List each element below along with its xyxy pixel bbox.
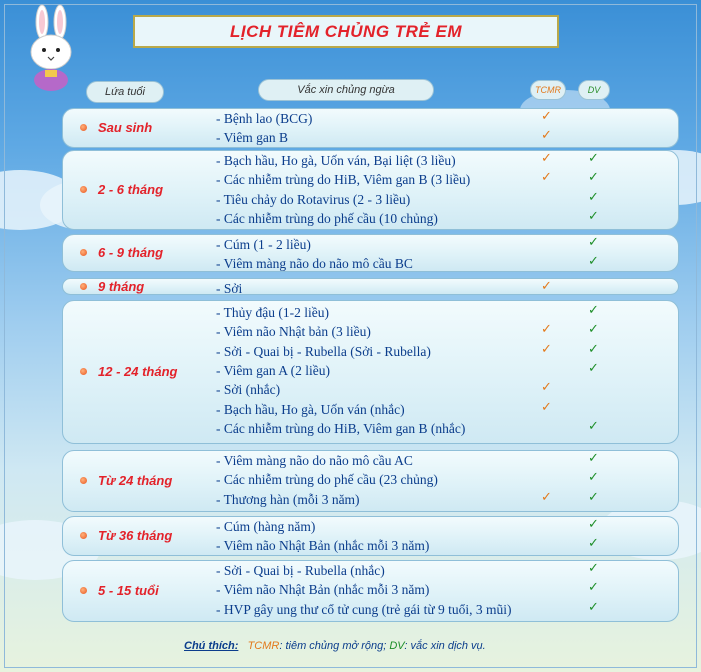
tcmr-check-mark-icon: ✓ bbox=[541, 322, 552, 338]
vaccine-item: - Viêm màng não do não mô cầu BC bbox=[216, 256, 413, 272]
vaccine-item: - Viêm não Nhật Bản (nhắc mỗi 3 năm) bbox=[216, 538, 430, 554]
vaccine-item: - Viêm não Nhật Bản (nhắc mỗi 3 năm) bbox=[216, 582, 430, 598]
vaccine-item: - Viêm màng não do não mô cầu AC bbox=[216, 453, 413, 468]
vaccine-item: - Bệnh lao (BCG) bbox=[216, 111, 313, 126]
age-label: 5 - 15 tuổi bbox=[98, 583, 159, 598]
tcmr-check-mark-icon: ✓ bbox=[541, 128, 552, 144]
orange-dot-icon bbox=[80, 368, 87, 375]
orange-dot-icon bbox=[80, 249, 87, 256]
age-label: Sau sinh bbox=[98, 120, 153, 135]
age-label: Từ 36 tháng bbox=[98, 528, 173, 543]
vaccine-item: - Sởi (nhắc) bbox=[216, 382, 281, 398]
footnote-dv-abbr: DV bbox=[389, 640, 405, 652]
dv-check-mark-icon: ✓ bbox=[588, 208, 599, 224]
dv-check-mark-icon: ✓ bbox=[588, 151, 599, 166]
tcmr-check-mark-icon: ✓ bbox=[541, 489, 552, 505]
orange-dot-icon bbox=[80, 283, 87, 290]
footnote-tcmr-abbr: TCMR bbox=[247, 640, 280, 652]
vaccine-item: - Sởi - Quai bị - Rubella (nhắc) bbox=[216, 563, 385, 578]
vaccine-item: - Viêm não Nhật bản (3 liều) bbox=[216, 324, 371, 340]
dv-check-mark-icon: ✓ bbox=[588, 599, 599, 615]
dv-check-mark-icon: ✓ bbox=[588, 517, 599, 532]
dv-check-mark-icon: ✓ bbox=[588, 360, 599, 376]
dv-check-mark-icon: ✓ bbox=[588, 580, 599, 596]
dv-check-mark-icon: ✓ bbox=[588, 561, 599, 576]
tcmr-check-mark-icon: ✓ bbox=[541, 279, 552, 294]
vaccine-item: - HVP gây ung thư cổ tử cung (trẻ gái từ 9 tuổi, 3 mũi) bbox=[216, 601, 512, 617]
age-label: 6 - 9 tháng bbox=[98, 245, 164, 260]
bunny-icon bbox=[22, 4, 80, 92]
vaccine-item: - Thương hàn (mỗi 3 năm) bbox=[216, 491, 360, 507]
orange-dot-icon bbox=[80, 124, 87, 131]
dv-check-mark-icon: ✓ bbox=[588, 189, 599, 205]
dv-check-mark-icon: ✓ bbox=[588, 470, 599, 486]
dv-check-mark-icon: ✓ bbox=[588, 235, 599, 250]
dv-check-mark-icon: ✓ bbox=[588, 341, 599, 357]
age-label: 2 - 6 tháng bbox=[98, 182, 164, 197]
group-box bbox=[62, 278, 679, 295]
vaccine-item: - Viêm gan A (2 liều) bbox=[216, 362, 331, 378]
vaccine-item: - Tiêu chảy do Rotavirus (2 - 3 liều) bbox=[216, 191, 411, 207]
footnote-dv-desc: : vắc xin dịch vụ. bbox=[404, 640, 486, 652]
dv-check-mark-icon: ✓ bbox=[588, 451, 599, 466]
vaccine-item: - Các nhiễm trùng do HiB, Viêm gan B (3 liều) bbox=[216, 172, 471, 188]
header-dv: DV bbox=[578, 80, 610, 100]
vaccine-item: - Các nhiễm trùng do HiB, Viêm gan B (nhắc) bbox=[216, 420, 466, 436]
tcmr-check-mark-icon: ✓ bbox=[541, 399, 552, 415]
group-box bbox=[62, 108, 679, 148]
tcmr-check-mark-icon: ✓ bbox=[541, 109, 552, 124]
tcmr-check-mark-icon: ✓ bbox=[541, 170, 552, 186]
footnote bbox=[184, 640, 486, 652]
vaccine-item: - Cúm (hàng năm) bbox=[216, 519, 316, 534]
vaccine-item: - Viêm gan B bbox=[216, 130, 289, 146]
dv-check-mark-icon: ✓ bbox=[588, 536, 599, 552]
orange-dot-icon bbox=[80, 532, 87, 539]
orange-dot-icon bbox=[80, 186, 87, 193]
age-label: Từ 24 tháng bbox=[98, 473, 173, 488]
dv-check-mark-icon: ✓ bbox=[588, 170, 599, 186]
vaccine-item: - Sởi bbox=[216, 281, 243, 296]
tcmr-check-mark-icon: ✓ bbox=[541, 151, 552, 166]
orange-dot-icon bbox=[80, 587, 87, 594]
tcmr-check-mark-icon: ✓ bbox=[541, 341, 552, 357]
page-title: LỊCH TIÊM CHỦNG TRẺ EM bbox=[133, 15, 559, 48]
orange-dot-icon bbox=[80, 477, 87, 484]
dv-check-mark-icon: ✓ bbox=[588, 322, 599, 338]
dv-check-mark-icon: ✓ bbox=[588, 418, 599, 434]
dv-check-mark-icon: ✓ bbox=[588, 489, 599, 505]
vaccine-item: - Cúm (1 - 2 liều) bbox=[216, 237, 311, 252]
footnote-tcmr-desc: : tiêm chủng mở rộng; bbox=[279, 640, 387, 652]
header-age: Lứa tuổi bbox=[86, 81, 164, 103]
vaccine-item: - Các nhiễm trùng do phế cầu (23 chủng) bbox=[216, 472, 438, 488]
header-vaccine: Vắc xin chủng ngừa bbox=[258, 79, 434, 101]
tcmr-check-mark-icon: ✓ bbox=[541, 380, 552, 396]
vaccine-item: - Các nhiễm trùng do phế cầu (10 chủng) bbox=[216, 210, 438, 226]
dv-check-mark-icon: ✓ bbox=[588, 254, 599, 270]
vaccine-item: - Sởi - Quai bị - Rubella (Sởi - Rubella) bbox=[216, 343, 431, 359]
footnote-label: Chú thích: bbox=[184, 640, 239, 652]
age-label: 9 tháng bbox=[98, 278, 145, 294]
vaccine-item: - Thủy đậu (1-2 liều) bbox=[216, 305, 329, 320]
vaccine-item: - Bạch hầu, Ho gà, Uốn ván (nhắc) bbox=[216, 401, 405, 417]
dv-check-mark-icon: ✓ bbox=[588, 303, 599, 318]
vaccine-item: - Bạch hầu, Ho gà, Uốn ván, Bại liệt (3 liều) bbox=[216, 153, 456, 168]
header-tcmr: TCMR bbox=[530, 80, 566, 100]
age-label: 12 - 24 tháng bbox=[98, 364, 178, 379]
